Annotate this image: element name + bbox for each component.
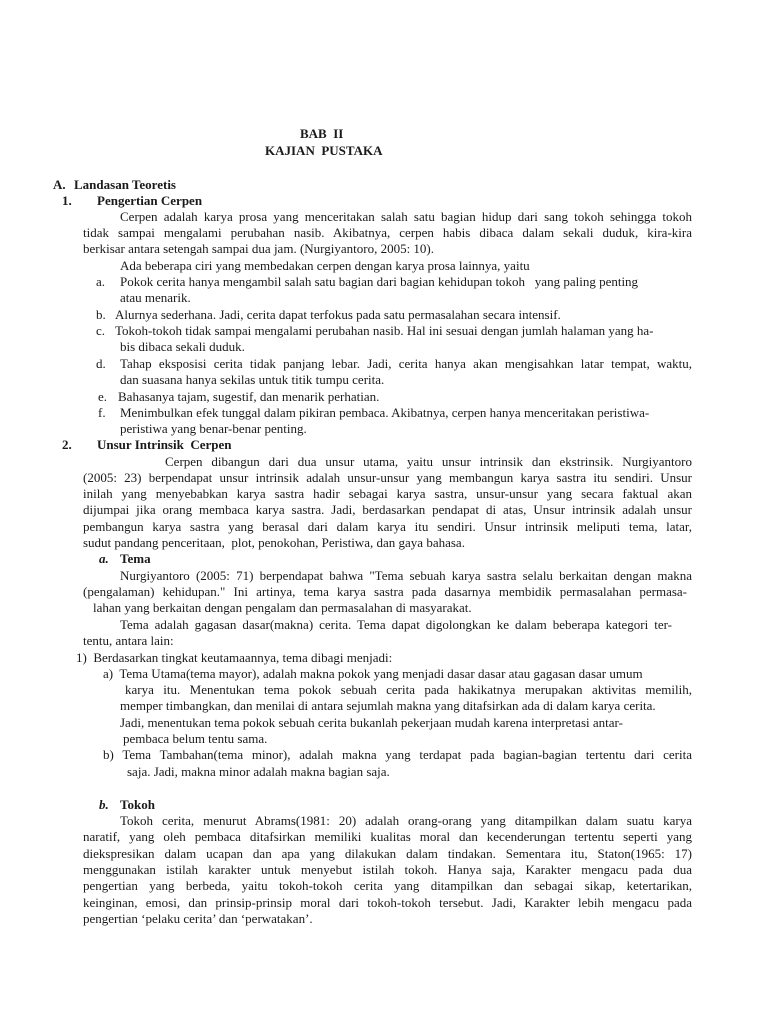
list-item: Pokok cerita hanya mengambil salah satu bagian dari bagian kehidupan tokoh yang paling penting	[120, 274, 639, 289]
tema-title: Tema	[120, 551, 151, 566]
paragraph-line: tentu, antara lain:	[83, 633, 174, 648]
list-item: Tokoh-tokoh tidak sampai mengalami perubahan nasib. Hal ini sesuai dengan jumlah halaman yang ha-	[115, 323, 654, 338]
paragraph-line: sudut pandang penceritaan, plot, penokohan, Peristiwa, dan gaya bahasa.	[83, 535, 465, 550]
list-item: Tahap eksposisi cerita tidak panjang lebar. Jadi, cerita hanya akan mengisahkan latar tempat, waktu,	[120, 356, 692, 371]
paragraph-line: diekspresikan dalam ucapan dan apa yang dilakukan dalam tindakan. Sementara itu, Staton(1965: 17)	[83, 846, 692, 861]
paragraph-line: Tema adalah gagasan dasar(makna) cerita. Tema dapat digolongkan ke dalam beberapa kategori ter-	[120, 617, 672, 632]
list-marker: b.	[96, 307, 106, 322]
list-item: Alurnya sederhana. Jadi, cerita dapat terfokus pada satu permasalahan secara intensif.	[115, 307, 561, 322]
list-item: Jadi, menentukan tema pokok sebuah cerita bukanlah pekerjaan mudah karena interpretasi antar-	[120, 715, 623, 730]
paragraph-line: pengertian ‘pelaku cerita’ dan ‘perwatakan’.	[83, 911, 313, 926]
list-item: karya itu. Menentukan tema pokok sebuah cerita pada hakikatnya merupakan aktivitas memilih,	[125, 682, 692, 697]
paragraph-line: Cerpen adalah karya prosa yang menceritakan salah satu bagian hidup dari sang tokoh sehingga tokoh	[120, 209, 692, 224]
list-item: saja. Jadi, makna minor adalah makna bagian saja.	[127, 764, 390, 779]
list-marker: f.	[98, 405, 106, 420]
tokoh-title: Tokoh	[120, 797, 155, 812]
list-item: memper timbangkan, dan menilai di antara sejumlah makna yang ditafsirkan ada di dalam karya cerita.	[120, 698, 656, 713]
list-item: Bahasanya tajam, sugestif, dan menarik perhatian.	[118, 389, 380, 404]
list-marker: c.	[96, 323, 106, 338]
tokoh-marker: b.	[99, 797, 109, 812]
paragraph-line: naratif, yang oleh pembaca ditafsirkan memiliki kualitas moral dan kecenderungan tertentu seperti yang	[83, 829, 692, 844]
paragraph-line: keinginan, emosi, dan prinsip-prinsip moral dari tokoh-tokoh tersebut. Jadi, Karakter lebih mengacu pada	[83, 895, 692, 910]
paragraph-line: Nurgiyantoro (2005: 71) berpendapat bahwa "Tema sebuah karya sastra selalu berkaitan dengan makna	[120, 568, 692, 583]
paragraph-line: Ada beberapa ciri yang membedakan cerpen dengan karya prosa lainnya, yaitu	[120, 258, 530, 273]
list-marker: e.	[98, 389, 108, 404]
paragraph-line: (pengalaman) kehidupan." Ini artinya, tema karya sastra pada dasarnya membidik permasalahan permasa-	[83, 584, 687, 599]
paragraph-line: pengertian yang berbeda, yaitu tokoh-tokoh cerita yang ditampilkan dan sebagai sikap, ketertarikan,	[83, 878, 692, 893]
subsection-1-number: 1.	[62, 193, 72, 208]
chapter-number: BAB II	[300, 126, 344, 141]
paragraph-line: pembangun karya sastra yang berasal dari dalam karya itu sendiri. Unsur intrinsik meliputi tema, latar,	[83, 519, 692, 534]
paragraph-line: dijumpai jika orang membaca karya sastra. Jadi, berdasarkan pendapat di atas, Unsur intrinsik adalah unsur	[83, 502, 692, 517]
tema-marker: a.	[99, 551, 109, 566]
section-a-title: Landasan Teoretis	[74, 177, 176, 192]
list-item: atau menarik.	[120, 290, 191, 305]
list-item: b) Tema Tambahan(tema minor), adalah makna yang terdapat pada bagian-bagian tertentu dari cerita	[103, 747, 692, 762]
paragraph-line: lahan yang berkaitan dengan pengalam dan permasalahan di masyarakat.	[93, 600, 472, 615]
paragraph-line: berkisar antara setengah sampai dua jam. (Nurgiyantoro, 2005: 10).	[83, 241, 435, 256]
list-marker: a.	[96, 274, 106, 289]
list-marker: d.	[96, 356, 106, 371]
subsection-1-title: Pengertian Cerpen	[97, 193, 203, 208]
paragraph-line: menggunakan istilah karakter untuk menyebut istilah tokoh. Hanya saja, Karakter mengacu pada dua	[83, 862, 692, 877]
list-item: 1) Berdasarkan tingkat keutamaannya, tema dibagi menjadi:	[76, 650, 393, 665]
subsection-2-title: Unsur Intrinsik Cerpen	[97, 437, 232, 452]
paragraph-line: Cerpen dibangun dari dua unsur utama, yaitu unsur intrinsik dan ekstrinsik. Nurgiyantoro	[165, 454, 692, 469]
section-a-marker: A.	[53, 177, 66, 192]
list-item: dan suasana hanya sekilas untuk titik tumpu cerita.	[120, 372, 385, 387]
list-item: peristiwa yang benar-benar penting.	[120, 421, 307, 436]
list-item: pembaca belum tentu sama.	[123, 731, 268, 746]
chapter-title: KAJIAN PUSTAKA	[265, 143, 383, 158]
list-item: a) Tema Utama(tema mayor), adalah makna pokok yang menjadi dasar dasar atau gagasan dasar umum	[103, 666, 643, 681]
subsection-2-number: 2.	[62, 437, 72, 452]
paragraph-line: (2005: 23) berpendapat unsur intrinsik adalah unsur-unsur yang membangun karya sastra itu sendiri. Unsur	[83, 470, 692, 485]
list-item: bis dibaca sekali duduk.	[120, 339, 245, 354]
paragraph-line: tidak sampai mengalami perubahan nasib. Akibatnya, cerpen habis dibaca dalam sekali duduk, kira-kira	[83, 225, 692, 240]
list-item: Menimbulkan efek tunggal dalam pikiran pembaca. Akibatnya, cerpen hanya menceritakan peristiwa-	[120, 405, 650, 420]
paragraph-line: inilah yang menyebabkan karya sastra hadir sebagai karya sastra, unsur-unsur yang secara faktual akan	[83, 486, 692, 501]
paragraph-line: Tokoh cerita, menurut Abrams(1981: 20) adalah orang-orang yang ditampilkan dalam suatu karya	[120, 813, 692, 828]
